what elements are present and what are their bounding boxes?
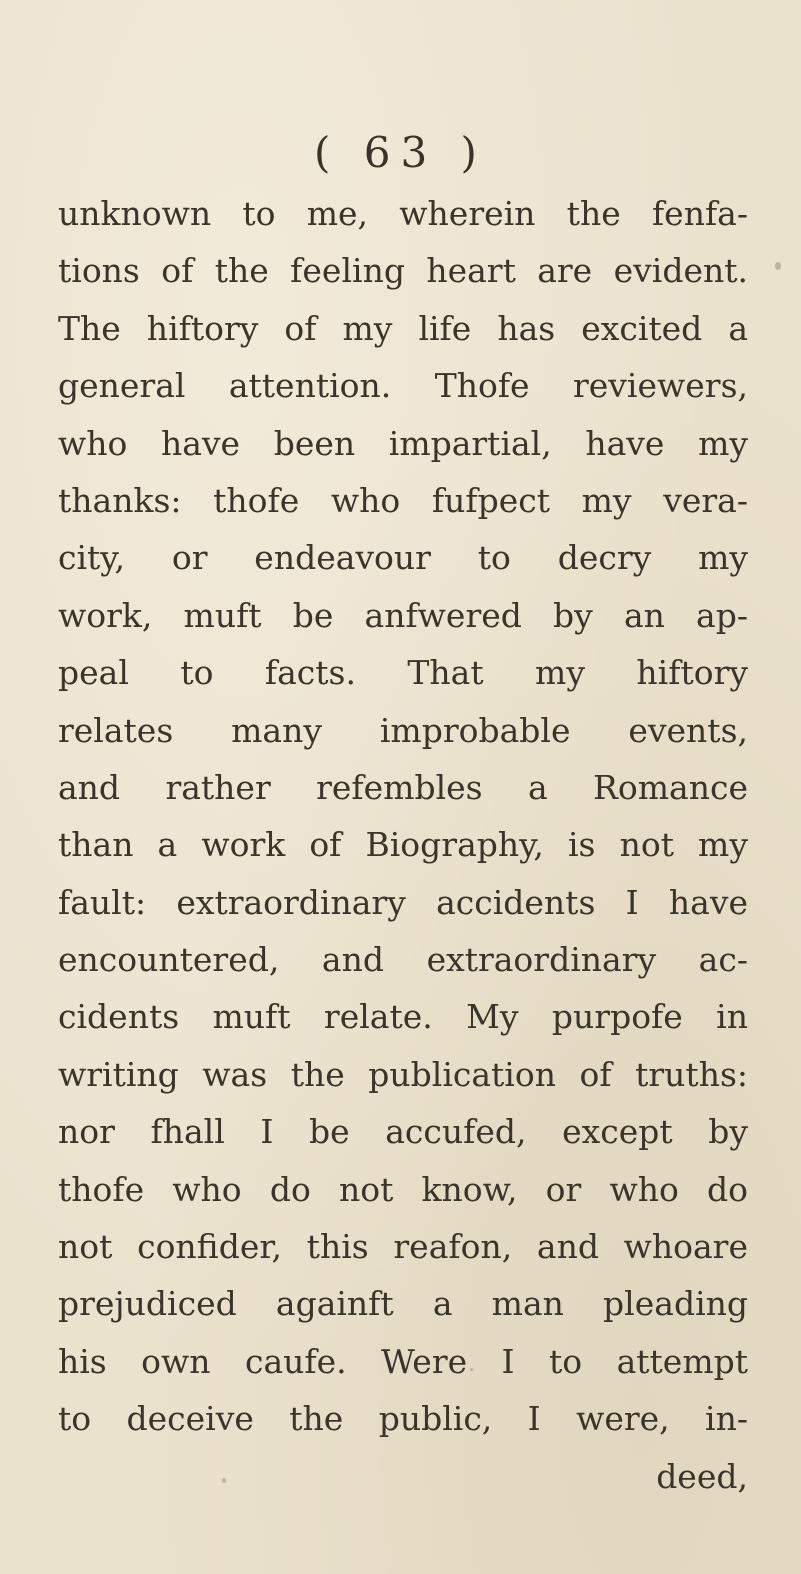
text-line: nor fhall I be accufed, except by xyxy=(58,1112,748,1152)
text-line: to deceive the public, I were, in- xyxy=(58,1399,748,1439)
text-line: prejudiced againft a man pleading xyxy=(58,1284,748,1324)
text-line: city, or endeavour to decry my xyxy=(58,538,748,578)
text-line: tions of the feeling heart are evident. xyxy=(58,251,748,291)
text-line: than a work of Biography, is not my xyxy=(58,825,748,865)
text-line: writing was the publication of truths: xyxy=(58,1054,748,1094)
text-line: encountered, and extraordinary ac- xyxy=(58,940,748,980)
text-line: unknown to me, wherein the fenfa- xyxy=(58,194,748,233)
page-number: ( 63 ) xyxy=(314,128,487,177)
text-line: and rather refembles a Romance xyxy=(58,767,748,807)
text-line: thofe who do not know, or who do xyxy=(58,1169,748,1209)
text-line: The hiftory of my life has excited a xyxy=(58,308,748,348)
text-line: work, muft be anfwered by an ap- xyxy=(58,595,748,635)
text-line: who have been impartial, have my xyxy=(58,423,748,463)
text-line: not confider, this reafon, and whoare xyxy=(58,1227,748,1267)
text-line: cidents muft relate. My purpofe in xyxy=(58,997,748,1037)
body-text xyxy=(58,185,748,1505)
text-line: his own caufe. Were I to attempt xyxy=(58,1341,748,1381)
text-line: general attention. Thofe reviewers, xyxy=(58,366,748,406)
text-line: peal to facts. That my hiftory xyxy=(58,653,748,693)
text-line: fault: extraordinary accidents I have xyxy=(58,882,748,922)
catchword: deed, xyxy=(656,1456,748,1496)
text-line: relates many improbable events, xyxy=(58,710,748,750)
paper-speck xyxy=(470,1368,473,1371)
paper-speck xyxy=(775,262,781,270)
paper-speck xyxy=(222,1478,226,1483)
text-line: thanks: thofe who fufpect my vera- xyxy=(58,480,748,520)
